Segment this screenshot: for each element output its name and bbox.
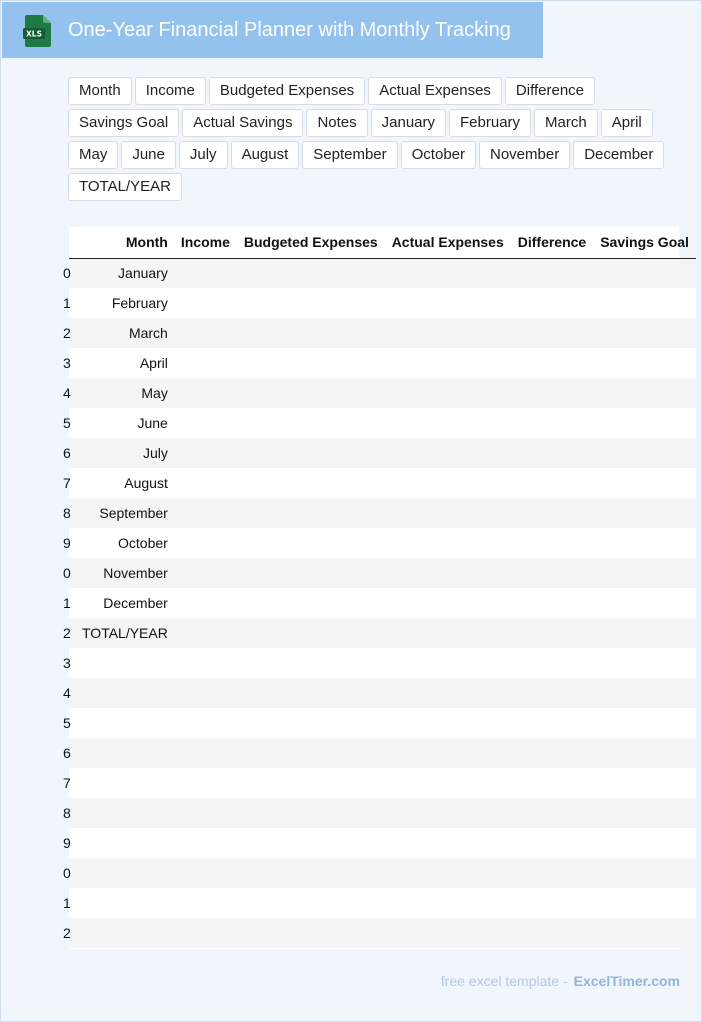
data-cell[interactable] (174, 588, 237, 618)
data-cell[interactable] (593, 648, 696, 678)
data-cell[interactable] (511, 918, 593, 948)
data-cell[interactable] (237, 318, 385, 348)
data-cell[interactable] (385, 618, 511, 648)
data-cell[interactable] (237, 468, 385, 498)
row-index: 2 (63, 925, 71, 941)
data-cell[interactable] (385, 768, 511, 798)
month-cell[interactable]: July (142, 445, 168, 461)
data-cell[interactable] (174, 648, 237, 678)
data-cell[interactable] (237, 768, 385, 798)
data-cell[interactable] (593, 528, 696, 558)
data-cell[interactable] (593, 768, 696, 798)
table-row (69, 438, 696, 468)
row-index: 1 (63, 595, 71, 611)
data-cell[interactable] (511, 678, 593, 708)
data-cell[interactable] (174, 768, 237, 798)
data-cell[interactable] (174, 408, 237, 438)
data-cell[interactable] (593, 708, 696, 738)
data-cell[interactable] (237, 288, 385, 318)
data-cell[interactable] (511, 558, 593, 588)
table-row (69, 378, 696, 408)
data-cell[interactable] (174, 318, 237, 348)
row-index: 9 (63, 835, 71, 851)
data-cell[interactable] (237, 588, 385, 618)
column-header-savings-goal[interactable]: Savings Goal (593, 227, 696, 258)
table-row (69, 588, 696, 618)
chip-june[interactable]: June (121, 141, 176, 169)
table-row (69, 648, 696, 678)
data-cell[interactable] (511, 888, 593, 918)
month-cell[interactable] (75, 918, 174, 948)
table-row (69, 618, 696, 648)
chip-march[interactable]: March (534, 109, 598, 137)
row-index: 7 (63, 475, 71, 491)
row-index: 6 (63, 745, 71, 761)
data-cell[interactable] (237, 708, 385, 738)
chip-budgeted-expenses[interactable]: Budgeted Expenses (209, 77, 365, 105)
data-table (63, 227, 696, 948)
chip-actual-savings[interactable]: Actual Savings (182, 109, 303, 137)
data-cell[interactable] (593, 378, 696, 408)
data-cell[interactable] (511, 798, 593, 828)
row-index: 1 (63, 895, 71, 911)
data-cell[interactable] (385, 348, 511, 378)
month-cell[interactable] (75, 798, 174, 828)
data-cell[interactable] (593, 618, 696, 648)
data-cell[interactable] (174, 618, 237, 648)
month-cell[interactable] (75, 888, 174, 918)
chip-september[interactable]: September (302, 141, 397, 169)
data-cell[interactable] (511, 828, 593, 858)
data-cell[interactable] (174, 528, 237, 558)
data-cell[interactable] (593, 438, 696, 468)
data-cell[interactable] (237, 258, 385, 288)
data-cell[interactable] (385, 558, 511, 588)
data-cell[interactable] (237, 798, 385, 828)
data-cell[interactable] (174, 348, 237, 378)
data-cell[interactable] (593, 588, 696, 618)
data-cell[interactable] (385, 678, 511, 708)
row-index: 4 (63, 685, 71, 701)
table-row (69, 288, 696, 318)
data-cell[interactable] (385, 468, 511, 498)
data-cell[interactable] (593, 558, 696, 588)
data-cell[interactable] (511, 408, 593, 438)
data-cell[interactable] (593, 258, 696, 288)
data-cell[interactable] (593, 348, 696, 378)
data-cell[interactable] (237, 828, 385, 858)
row-index: 3 (63, 655, 71, 671)
data-cell[interactable] (511, 588, 593, 618)
column-header-month[interactable]: Month (75, 227, 174, 258)
data-cell[interactable] (511, 618, 593, 648)
chip-notes[interactable]: Notes (306, 109, 367, 137)
month-cell[interactable] (75, 648, 174, 678)
data-cell[interactable] (511, 258, 593, 288)
table-row (69, 918, 696, 948)
table-row (69, 678, 696, 708)
data-cell[interactable] (593, 408, 696, 438)
data-cell[interactable] (237, 408, 385, 438)
row-index: 0 (63, 865, 71, 881)
row-index: 4 (63, 385, 71, 401)
month-cell[interactable]: October (118, 535, 168, 551)
chip-may[interactable]: May (68, 141, 118, 169)
data-cell[interactable] (593, 918, 696, 948)
table-row (69, 858, 696, 888)
data-cell[interactable] (174, 558, 237, 588)
data-cell[interactable] (174, 378, 237, 408)
data-cell[interactable] (511, 708, 593, 738)
column-header-budgeted-expenses[interactable]: Budgeted Expenses (237, 227, 385, 258)
row-index: 5 (63, 415, 71, 431)
data-cell[interactable] (385, 528, 511, 558)
data-cell[interactable] (174, 798, 237, 828)
data-cell[interactable] (593, 858, 696, 888)
data-cell[interactable] (237, 678, 385, 708)
month-cell[interactable]: February (111, 295, 168, 311)
data-cell[interactable] (174, 468, 237, 498)
footer-brand-link[interactable]: ExcelTimer.com (573, 973, 680, 989)
data-cell[interactable] (174, 498, 237, 528)
month-cell[interactable]: December (103, 595, 168, 611)
table-row (69, 768, 696, 798)
data-cell[interactable] (385, 918, 511, 948)
month-cell[interactable]: March (128, 325, 168, 341)
month-cell[interactable] (75, 738, 174, 768)
data-cell[interactable] (511, 768, 593, 798)
data-cell[interactable] (385, 858, 511, 888)
table-row (69, 468, 696, 498)
data-cell[interactable] (385, 258, 511, 288)
month-cell[interactable]: June (137, 415, 168, 431)
data-cell[interactable] (385, 828, 511, 858)
data-cell[interactable] (593, 888, 696, 918)
data-cell[interactable] (511, 858, 593, 888)
chip-total-year[interactable]: TOTAL/YEAR (68, 173, 182, 201)
row-index: 3 (63, 355, 71, 371)
row-index: 9 (63, 535, 71, 551)
table-body (63, 258, 696, 948)
data-cell[interactable] (174, 288, 237, 318)
chip-savings-goal[interactable]: Savings Goal (68, 109, 179, 137)
chip-january[interactable]: January (371, 109, 446, 137)
table-row (69, 558, 696, 588)
data-cell[interactable] (385, 378, 511, 408)
data-cell[interactable] (511, 648, 593, 678)
table-row (69, 528, 696, 558)
chip-actual-expenses[interactable]: Actual Expenses (368, 77, 502, 105)
data-cell[interactable] (511, 468, 593, 498)
data-cell[interactable] (174, 678, 237, 708)
month-cell[interactable]: January (118, 265, 168, 282)
table-row (69, 708, 696, 738)
table-row (69, 828, 696, 858)
data-cell[interactable] (174, 438, 237, 468)
column-header-actual-expenses[interactable]: Actual Expenses (385, 227, 511, 258)
chip-december[interactable]: December (573, 141, 664, 169)
column-header-difference[interactable]: Difference (511, 227, 593, 258)
data-cell[interactable] (237, 858, 385, 888)
row-index: 2 (63, 625, 71, 641)
chip-july[interactable]: July (179, 141, 228, 169)
data-cell[interactable] (385, 498, 511, 528)
data-cell[interactable] (385, 798, 511, 828)
month-cell[interactable]: May (141, 385, 168, 401)
data-cell[interactable] (174, 918, 237, 948)
data-cell[interactable] (237, 438, 385, 468)
data-cell[interactable] (174, 828, 237, 858)
data-cell[interactable] (174, 708, 237, 738)
data-cell[interactable] (237, 558, 385, 588)
data-cell[interactable] (385, 438, 511, 468)
data-table-viewport[interactable] (63, 227, 689, 949)
chip-august[interactable]: August (231, 141, 300, 169)
data-cell[interactable] (511, 288, 593, 318)
month-cell[interactable]: November (103, 565, 168, 581)
excel-icon-label: XLS (26, 29, 42, 39)
data-cell[interactable] (174, 258, 237, 288)
chip-difference[interactable]: Difference (505, 77, 595, 105)
title-bar (2, 2, 543, 58)
chip-april[interactable]: April (601, 109, 653, 137)
row-index: 0 (63, 265, 71, 282)
footer-credit (441, 973, 680, 989)
row-index: 8 (63, 505, 71, 521)
data-cell[interactable] (593, 288, 696, 318)
data-cell[interactable] (385, 738, 511, 768)
table-row (69, 798, 696, 828)
data-cell[interactable] (511, 438, 593, 468)
month-cell[interactable] (75, 708, 174, 738)
data-cell[interactable] (237, 738, 385, 768)
month-cell[interactable]: August (124, 475, 168, 491)
data-cell[interactable] (593, 678, 696, 708)
data-cell[interactable] (385, 648, 511, 678)
data-cell[interactable] (174, 858, 237, 888)
data-cell[interactable] (385, 588, 511, 618)
excel-file-icon (23, 15, 53, 47)
data-cell[interactable] (511, 738, 593, 768)
month-cell[interactable] (75, 768, 174, 798)
month-cell[interactable] (75, 858, 174, 888)
table-row (69, 738, 696, 768)
row-index: 1 (63, 295, 71, 311)
data-cell[interactable] (511, 348, 593, 378)
data-cell[interactable] (237, 348, 385, 378)
data-cell[interactable] (593, 738, 696, 768)
data-cell[interactable] (593, 468, 696, 498)
data-cell[interactable] (237, 918, 385, 948)
data-cell[interactable] (174, 888, 237, 918)
row-index: 2 (63, 325, 71, 341)
data-cell[interactable] (593, 828, 696, 858)
row-index: 0 (63, 565, 71, 581)
data-cell[interactable] (385, 888, 511, 918)
data-cell[interactable] (237, 498, 385, 528)
chip-october[interactable]: October (401, 141, 476, 169)
chip-november[interactable]: November (479, 141, 570, 169)
data-cell[interactable] (174, 738, 237, 768)
data-cell[interactable] (511, 498, 593, 528)
column-header-income[interactable]: Income (174, 227, 237, 258)
table-row (69, 408, 696, 438)
table-row (69, 318, 696, 348)
data-cell[interactable] (385, 408, 511, 438)
page-title: One-Year Financial Planner with Monthly Tracking (68, 19, 511, 41)
data-cell[interactable] (385, 288, 511, 318)
month-cell[interactable]: TOTAL/YEAR (82, 625, 168, 641)
footer-text: free excel template - (440, 973, 568, 989)
data-cell[interactable] (385, 318, 511, 348)
data-cell[interactable] (237, 378, 385, 408)
table-row (69, 888, 696, 918)
row-index: 6 (63, 445, 71, 461)
data-cell[interactable] (237, 888, 385, 918)
table-row (69, 348, 696, 378)
data-cell[interactable] (511, 378, 593, 408)
data-cell[interactable] (385, 708, 511, 738)
chip-february[interactable]: February (449, 109, 531, 137)
row-index: 5 (63, 715, 71, 731)
data-cell[interactable] (593, 318, 696, 348)
data-cell[interactable] (593, 498, 696, 528)
chip-month[interactable]: Month (68, 77, 132, 105)
month-cell[interactable] (75, 828, 174, 858)
data-cell[interactable] (511, 318, 593, 348)
data-cell[interactable] (593, 798, 696, 828)
month-cell[interactable] (75, 678, 174, 708)
table-header-row (69, 227, 696, 258)
data-cell[interactable] (237, 648, 385, 678)
chip-income[interactable]: Income (135, 77, 206, 105)
data-cell[interactable] (237, 528, 385, 558)
row-index: 7 (63, 775, 71, 791)
column-chip-list (68, 77, 702, 201)
data-cell[interactable] (237, 618, 385, 648)
data-cell[interactable] (511, 528, 593, 558)
row-index: 8 (63, 805, 71, 821)
table-row (69, 258, 696, 288)
month-cell[interactable]: September (99, 505, 168, 521)
table-row (69, 498, 696, 528)
month-cell[interactable]: April (139, 355, 168, 371)
